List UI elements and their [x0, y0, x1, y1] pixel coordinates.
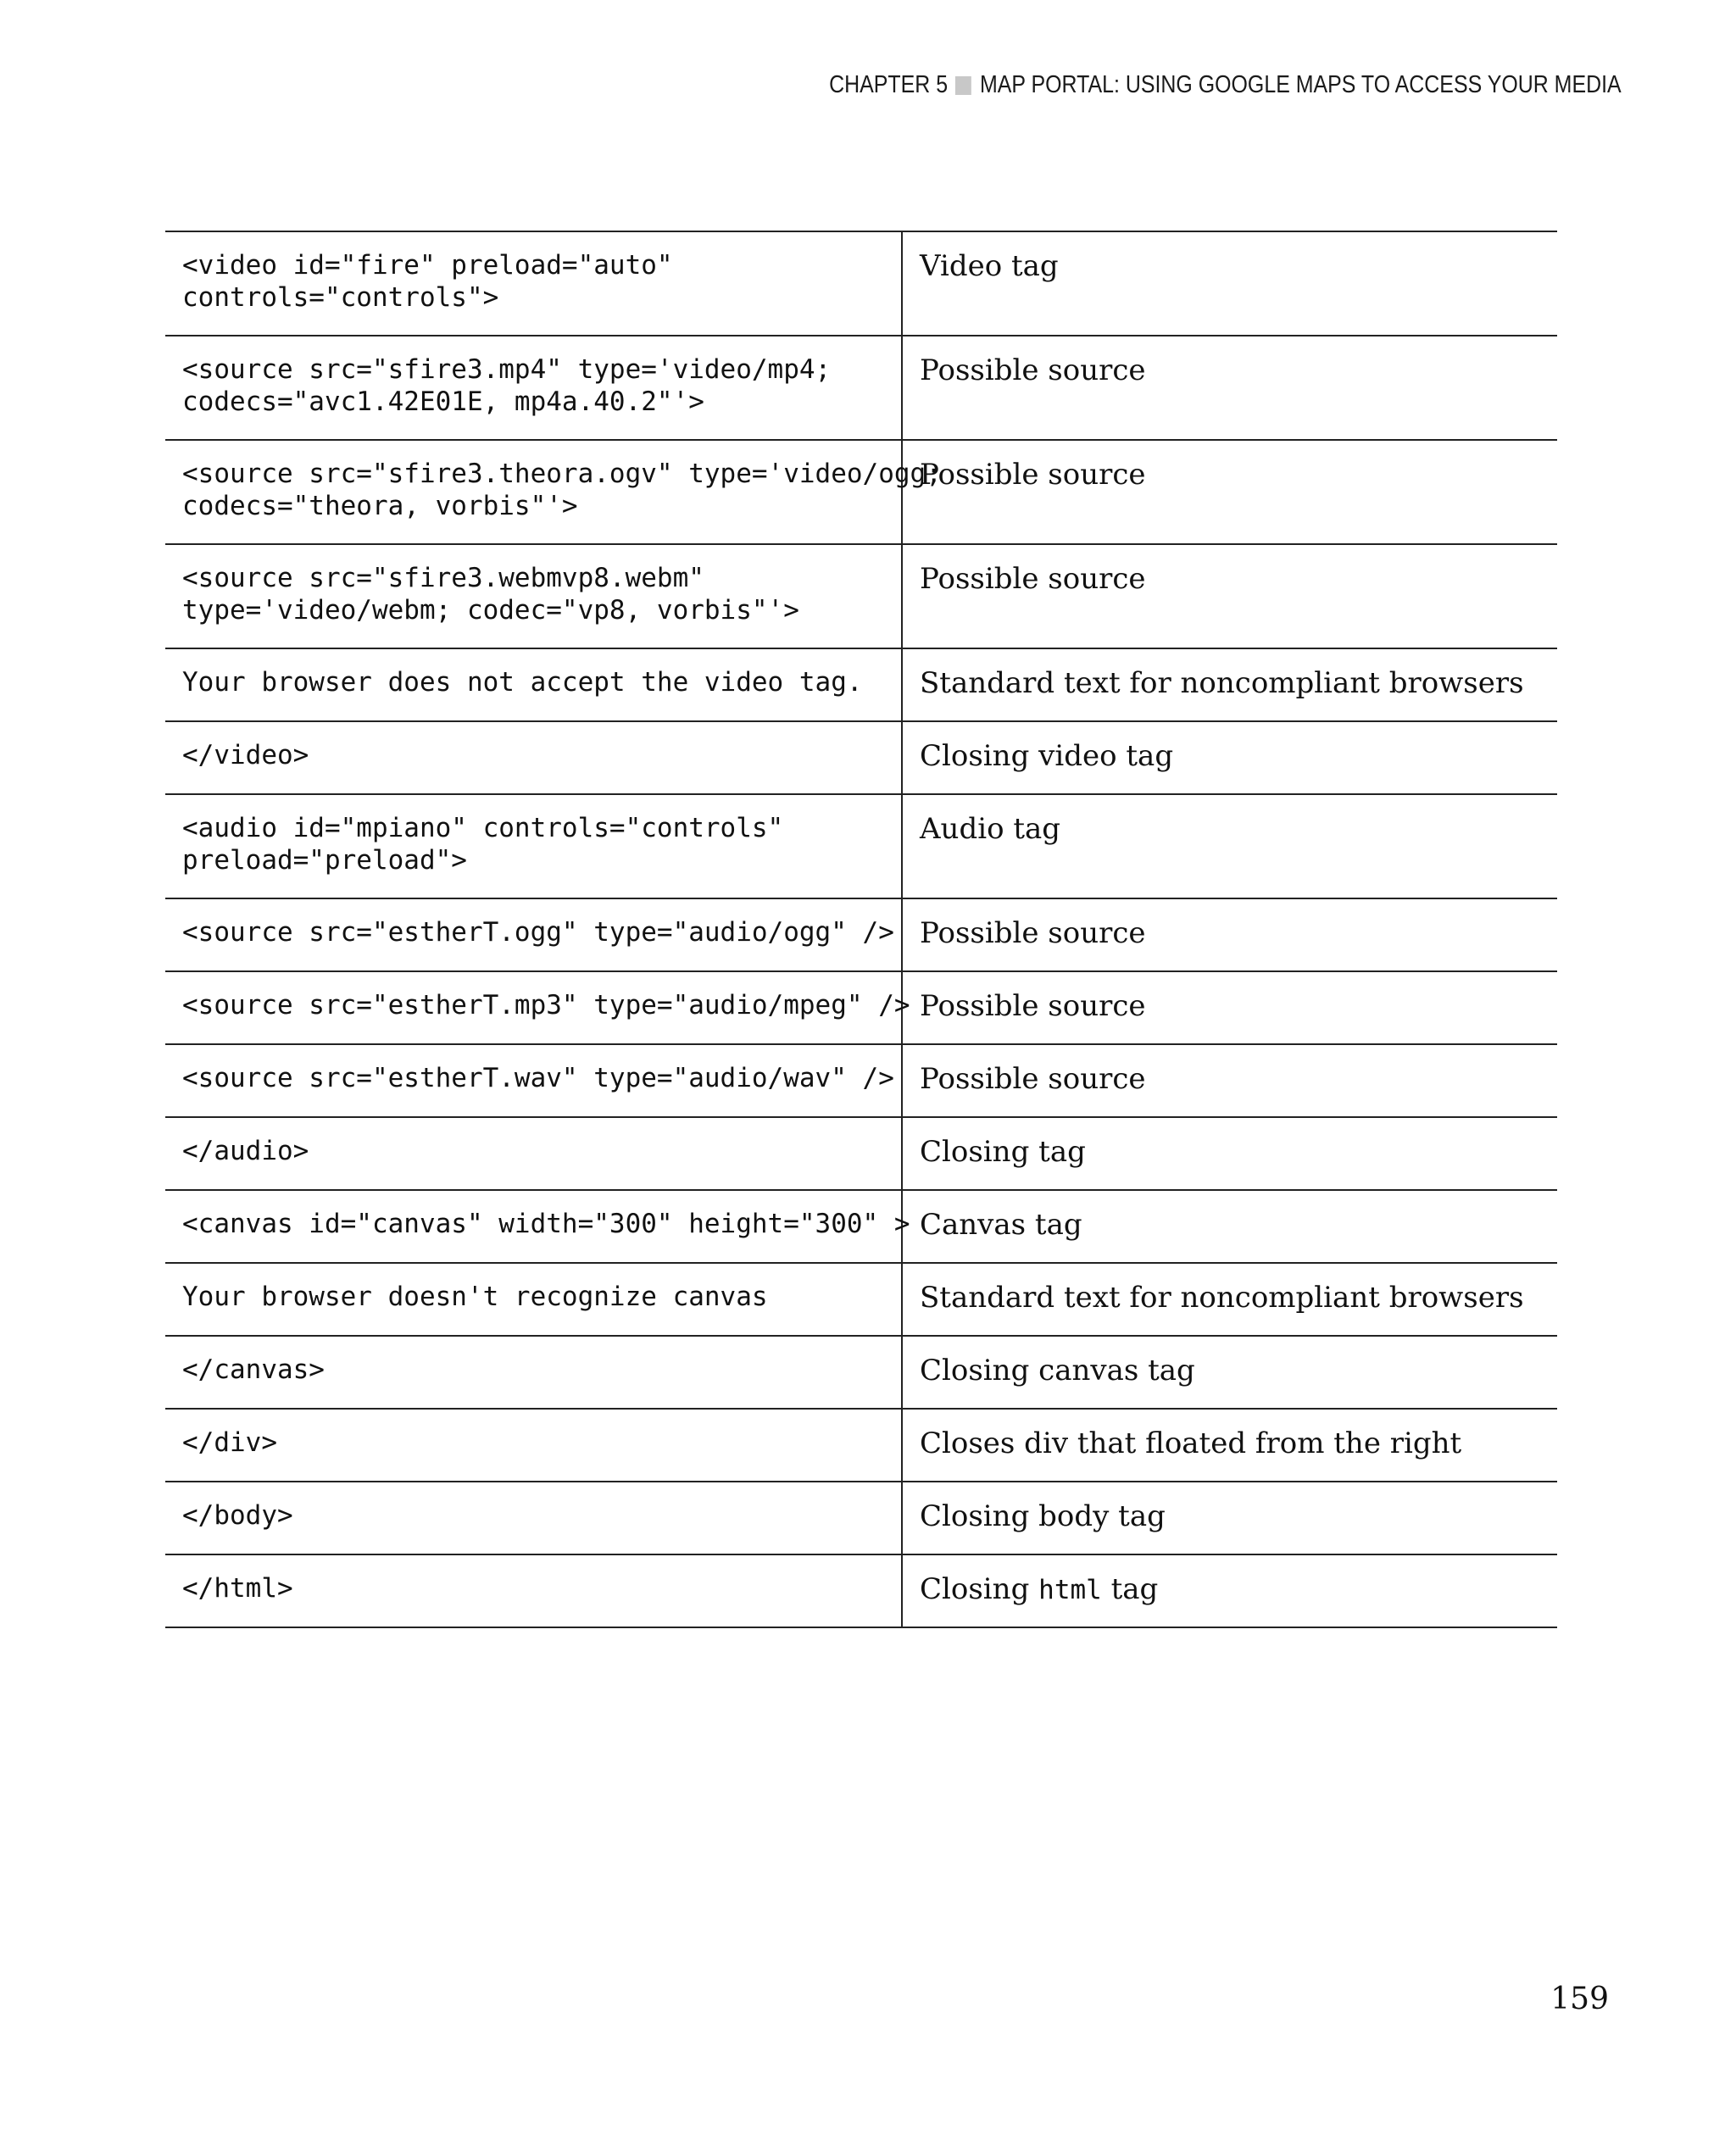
- page-number: 159: [1550, 1982, 1609, 2016]
- square-separator-icon: [955, 76, 971, 95]
- table-row: [165, 1409, 1557, 1482]
- table-row: [165, 648, 1557, 721]
- code-cell: <video id="fire" preload="auto" controls="controls">: [165, 231, 902, 336]
- description-cell: Canvas tag: [920, 1208, 1082, 1242]
- code-cell: <canvas id="canvas" width="300" height="300" >: [165, 1190, 902, 1263]
- code-cell: <source src="sfire3.webmvp8.webm" type='video/webm; codec="vp8, vorbis"'>: [165, 544, 902, 648]
- code-description-table: [165, 231, 1557, 1628]
- description-cell: Video tag: [920, 249, 1059, 283]
- table-row: [165, 1263, 1557, 1336]
- table-row: [165, 1554, 1557, 1627]
- running-head: [829, 71, 1622, 99]
- table-row: [165, 336, 1557, 440]
- description-cell: Possible source: [920, 989, 1146, 1023]
- code-cell: </audio>: [165, 1117, 902, 1190]
- description-cell: Standard text for noncompliant browsers: [920, 1281, 1524, 1315]
- description-cell: Standard text for noncompliant browsers: [920, 666, 1524, 700]
- table-row: [165, 544, 1557, 648]
- code-cell: </video>: [165, 721, 902, 794]
- description-cell: [902, 1554, 1557, 1627]
- table-row: [165, 898, 1557, 971]
- code-cell: <audio id="mpiano" controls="controls" preload="preload">: [165, 794, 902, 898]
- description-cell: Closing canvas tag: [920, 1354, 1195, 1387]
- code-cell: </body>: [165, 1482, 902, 1554]
- description-cell: Closes div that floated from the right: [920, 1426, 1462, 1460]
- table-row: [165, 971, 1557, 1044]
- code-cell: </html>: [165, 1554, 902, 1627]
- table-row: [165, 440, 1557, 544]
- description-cell: Closing video tag: [920, 739, 1174, 773]
- code-cell: </canvas>: [165, 1336, 902, 1409]
- description-cell: Possible source: [920, 458, 1146, 492]
- code-cell: Your browser doesn't recognize canvas: [165, 1263, 902, 1336]
- description-text-suffix: tag: [1101, 1572, 1159, 1606]
- table-row: [165, 1482, 1557, 1554]
- table-row: [165, 721, 1557, 794]
- description-cell: Possible source: [920, 916, 1146, 950]
- chapter-title: MAP PORTAL: USING GOOGLE MAPS TO ACCESS YOUR MEDIA: [980, 71, 1622, 98]
- table-row: [165, 1117, 1557, 1190]
- description-cell: Possible source: [920, 1062, 1146, 1096]
- description-cell: Possible source: [920, 562, 1146, 596]
- table-row: [165, 1190, 1557, 1263]
- code-cell: Your browser does not accept the video tag.: [165, 648, 902, 721]
- code-cell: <source src="sfire3.mp4" type='video/mp4; codecs="avc1.42E01E, mp4a.40.2"'>: [165, 336, 902, 440]
- table-row: [165, 1044, 1557, 1117]
- code-cell: </div>: [165, 1409, 902, 1482]
- table-row: [165, 231, 1557, 336]
- code-cell: <source src="estherT.mp3" type="audio/mpeg" />: [165, 971, 902, 1044]
- code-cell: <source src="estherT.wav" type="audio/wav" />: [165, 1044, 902, 1117]
- code-cell: <source src="sfire3.theora.ogv" type='video/ogg; codecs="theora, vorbis"'>: [165, 440, 902, 544]
- description-cell: Possible source: [920, 353, 1146, 387]
- description-code-word: html: [1038, 1575, 1102, 1605]
- table-row: [165, 1336, 1557, 1409]
- code-cell: <source src="estherT.ogg" type="audio/ogg" />: [165, 898, 902, 971]
- description-text-prefix: Closing: [920, 1572, 1039, 1606]
- description-cell: Audio tag: [920, 812, 1061, 846]
- chapter-label: CHAPTER 5: [829, 71, 949, 98]
- table-row: [165, 794, 1557, 898]
- description-cell: Closing tag: [920, 1135, 1086, 1169]
- description-cell: Closing body tag: [920, 1499, 1166, 1533]
